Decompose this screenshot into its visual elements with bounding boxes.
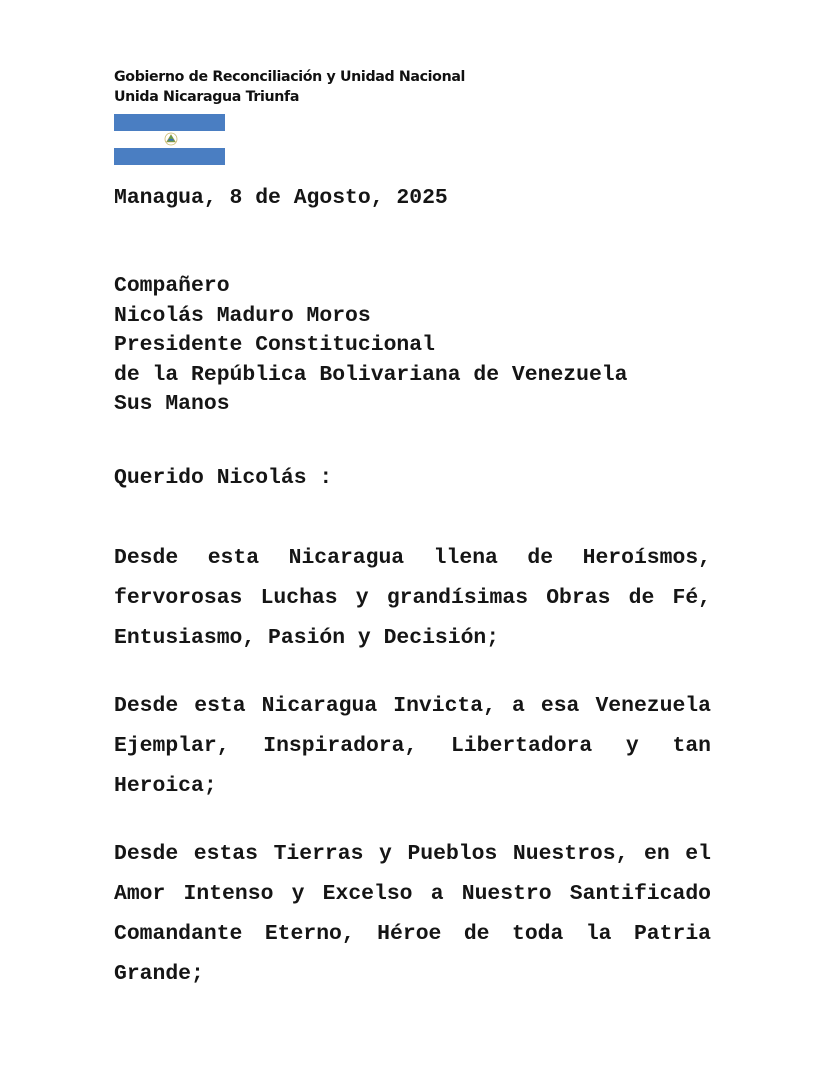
letter-date: Managua, 8 de Agosto, 2025 [114, 186, 448, 210]
letterhead-line-government: Gobierno de Reconciliación y Unidad Nacional [114, 69, 466, 85]
letterhead-line-slogan: Unida Nicaragua Triunfa [114, 89, 300, 105]
recipient-title: Presidente Constitucional [114, 333, 435, 357]
flag-white-band [114, 131, 225, 148]
flag-top-band [114, 114, 225, 131]
letterhead [114, 67, 465, 107]
body-paragraph: Desde esta Nicaragua Invicta, a esa Venezuela Ejemplar, Inspiradora, Libertadora y tan Heroica; [114, 694, 711, 798]
letter-greeting: Querido Nicolás : [114, 466, 333, 490]
nicaragua-flag-icon [114, 114, 225, 165]
recipient-salutation: Compañero [114, 274, 230, 298]
body-paragraph: Desde estas Tierras y Pueblos Nuestros, en el Amor Intenso y Excelso a Nuestro Santificado Comandante Eterno, Héroe de toda la Patria Grande; [114, 842, 711, 986]
recipient-block [114, 272, 627, 420]
recipient-country: de la República Bolivariana de Venezuela [114, 362, 628, 387]
recipient-delivery: Sus Manos [114, 392, 230, 416]
letter-body [114, 538, 711, 1022]
flag-bottom-band [114, 148, 225, 165]
coat-of-arms-icon [164, 132, 178, 146]
recipient-name: Nicolás Maduro Moros [114, 303, 371, 328]
body-paragraph: Desde esta Nicaragua llena de Heroísmos, fervorosas Luchas y grandísimas Obras de Fé, Entusiasmo, Pasión y Decisión; [114, 546, 711, 650]
